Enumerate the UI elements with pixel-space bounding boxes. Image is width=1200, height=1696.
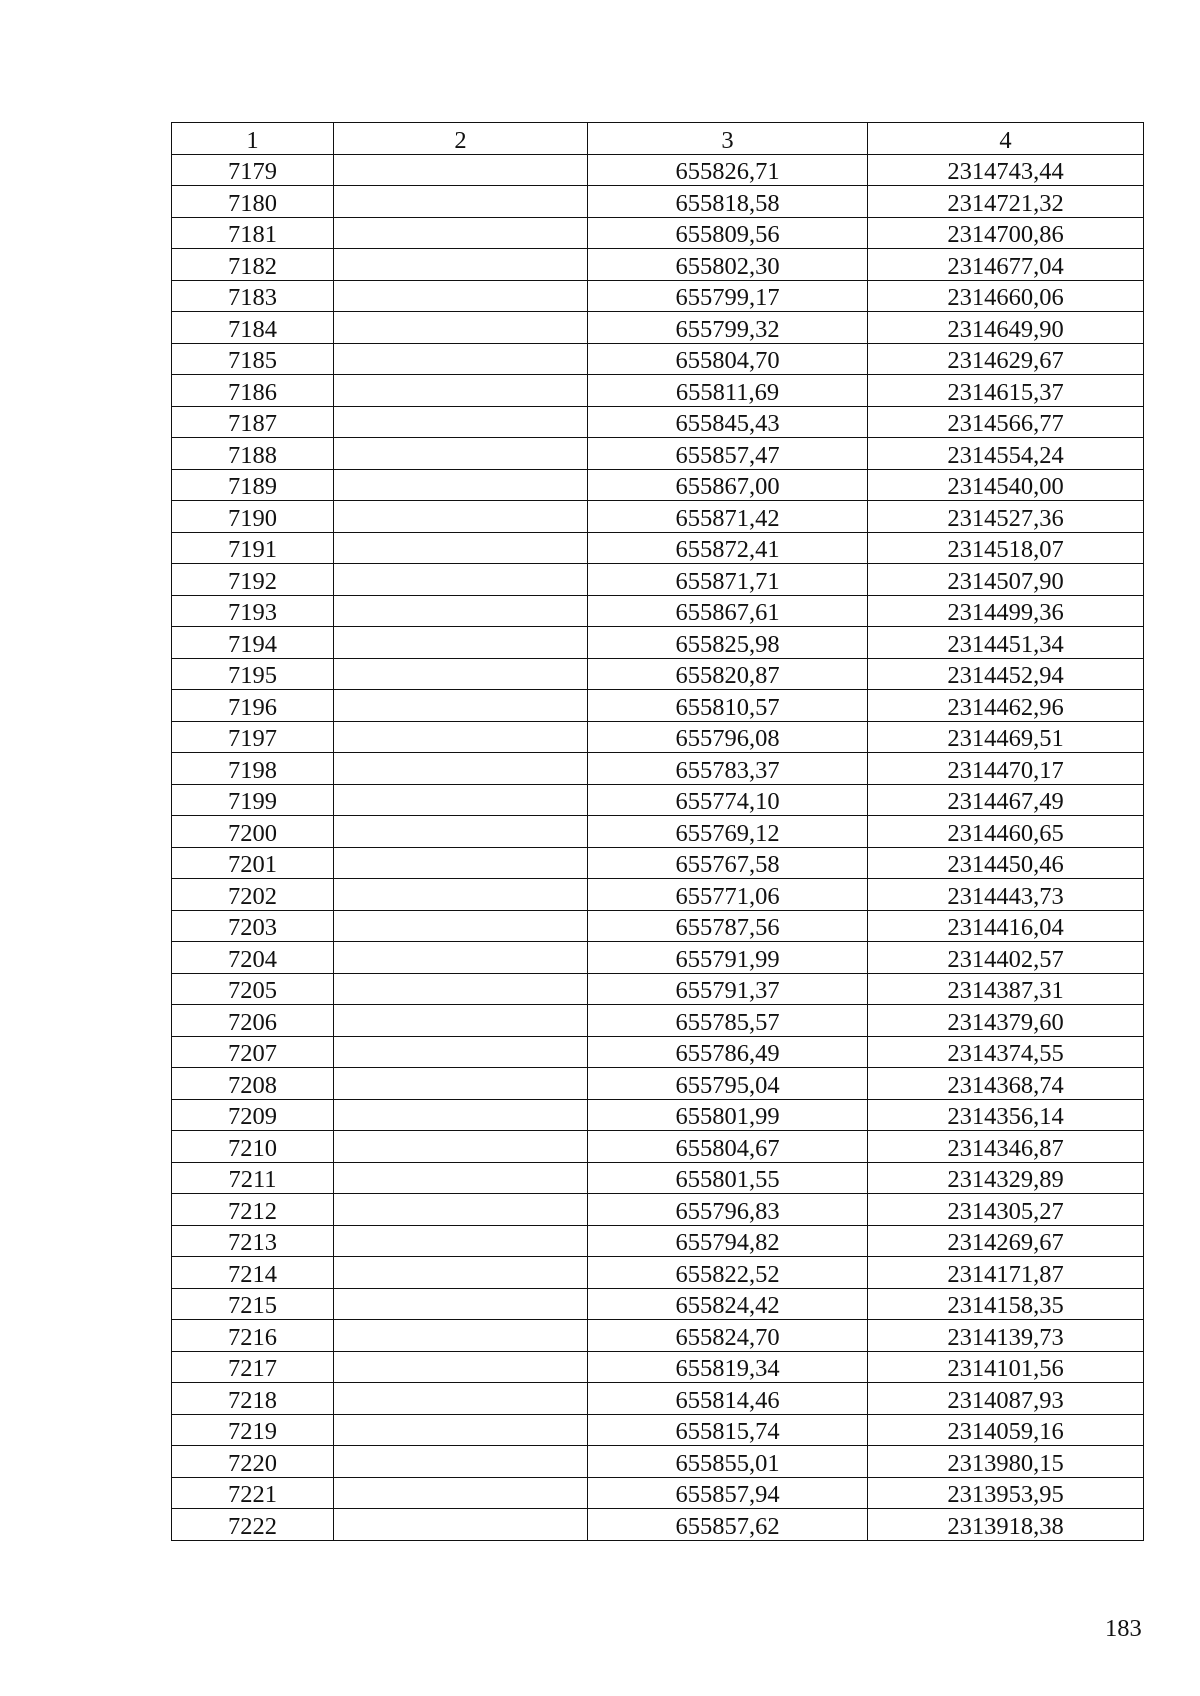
point-number-cell: 7221 [172,1477,334,1509]
point-number-cell: 7208 [172,1068,334,1100]
table-row [172,973,1144,1005]
point-name-cell [334,690,588,722]
point-number-cell: 7211 [172,1162,334,1194]
point-number-cell: 7204 [172,942,334,974]
y-coordinate-cell: 2314615,37 [868,375,1144,407]
point-name-cell [334,595,588,627]
y-coordinate-cell: 2313918,38 [868,1509,1144,1541]
x-coordinate-cell: 655787,56 [588,910,868,942]
point-name-cell [334,1383,588,1415]
table-row [172,784,1144,816]
column-header-2: 2 [334,123,588,155]
point-name-cell [334,1194,588,1226]
point-name-cell [334,627,588,659]
y-coordinate-cell: 2314139,73 [868,1320,1144,1352]
x-coordinate-cell: 655871,71 [588,564,868,596]
y-coordinate-cell: 2314540,00 [868,469,1144,501]
x-coordinate-cell: 655804,70 [588,343,868,375]
y-coordinate-cell: 2314356,14 [868,1099,1144,1131]
point-number-cell: 7179 [172,154,334,186]
x-coordinate-cell: 655857,47 [588,438,868,470]
y-coordinate-cell: 2313980,15 [868,1446,1144,1478]
point-number-cell: 7219 [172,1414,334,1446]
y-coordinate-cell: 2314374,55 [868,1036,1144,1068]
x-coordinate-cell: 655825,98 [588,627,868,659]
x-coordinate-cell: 655822,52 [588,1257,868,1289]
point-number-cell: 7180 [172,186,334,218]
point-name-cell [334,1099,588,1131]
table-row [172,1509,1144,1541]
point-number-cell: 7209 [172,1099,334,1131]
table-row [172,1414,1144,1446]
table-row [172,375,1144,407]
point-number-cell: 7202 [172,879,334,911]
table-row [172,1194,1144,1226]
x-coordinate-cell: 655814,46 [588,1383,868,1415]
point-name-cell [334,1288,588,1320]
point-name-cell [334,186,588,218]
y-coordinate-cell: 2314059,16 [868,1414,1144,1446]
x-coordinate-cell: 655826,71 [588,154,868,186]
point-name-cell [334,1162,588,1194]
coordinates-table [171,122,1144,1541]
point-number-cell: 7187 [172,406,334,438]
x-coordinate-cell: 655802,30 [588,249,868,281]
x-coordinate-cell: 655872,41 [588,532,868,564]
point-name-cell [334,438,588,470]
point-name-cell [334,249,588,281]
table-row [172,469,1144,501]
point-name-cell [334,532,588,564]
x-coordinate-cell: 655857,62 [588,1509,868,1541]
table-row [172,721,1144,753]
x-coordinate-cell: 655824,70 [588,1320,868,1352]
y-coordinate-cell: 2314629,67 [868,343,1144,375]
x-coordinate-cell: 655845,43 [588,406,868,438]
y-coordinate-cell: 2314402,57 [868,942,1144,974]
point-number-cell: 7205 [172,973,334,1005]
point-number-cell: 7194 [172,627,334,659]
y-coordinate-cell: 2314554,24 [868,438,1144,470]
point-name-cell [334,1477,588,1509]
table-row [172,1225,1144,1257]
y-coordinate-cell: 2314443,73 [868,879,1144,911]
table-row [172,217,1144,249]
y-coordinate-cell: 2314527,36 [868,501,1144,533]
y-coordinate-cell: 2314416,04 [868,910,1144,942]
y-coordinate-cell: 2314158,35 [868,1288,1144,1320]
y-coordinate-cell: 2314087,93 [868,1383,1144,1415]
table-row [172,627,1144,659]
x-coordinate-cell: 655818,58 [588,186,868,218]
point-name-cell [334,910,588,942]
point-number-cell: 7191 [172,532,334,564]
page-number: 183 [1105,1615,1142,1642]
point-name-cell [334,1225,588,1257]
y-coordinate-cell: 2314499,36 [868,595,1144,627]
point-number-cell: 7197 [172,721,334,753]
point-number-cell: 7189 [172,469,334,501]
point-name-cell [334,658,588,690]
point-name-cell [334,469,588,501]
x-coordinate-cell: 655819,34 [588,1351,868,1383]
table-row [172,658,1144,690]
x-coordinate-cell: 655801,55 [588,1162,868,1194]
table-row [172,1257,1144,1289]
table-row [172,1099,1144,1131]
point-name-cell [334,1351,588,1383]
table-row [172,1288,1144,1320]
point-name-cell [334,217,588,249]
table-row [172,564,1144,596]
point-name-cell [334,1131,588,1163]
point-number-cell: 7201 [172,847,334,879]
x-coordinate-cell: 655771,06 [588,879,868,911]
x-coordinate-cell: 655794,82 [588,1225,868,1257]
table-row [172,1068,1144,1100]
point-name-cell [334,847,588,879]
table-row [172,406,1144,438]
point-name-cell [334,1414,588,1446]
point-name-cell [334,1068,588,1100]
table-row [172,249,1144,281]
x-coordinate-cell: 655774,10 [588,784,868,816]
point-number-cell: 7207 [172,1036,334,1068]
point-number-cell: 7217 [172,1351,334,1383]
y-coordinate-cell: 2314460,65 [868,816,1144,848]
point-name-cell [334,375,588,407]
point-number-cell: 7193 [172,595,334,627]
x-coordinate-cell: 655767,58 [588,847,868,879]
y-coordinate-cell: 2314101,56 [868,1351,1144,1383]
point-name-cell [334,721,588,753]
y-coordinate-cell: 2314743,44 [868,154,1144,186]
y-coordinate-cell: 2314469,51 [868,721,1144,753]
y-coordinate-cell: 2314467,49 [868,784,1144,816]
y-coordinate-cell: 2314677,04 [868,249,1144,281]
point-name-cell [334,879,588,911]
table-row [172,690,1144,722]
y-coordinate-cell: 2314387,31 [868,973,1144,1005]
y-coordinate-cell: 2314518,07 [868,532,1144,564]
point-number-cell: 7181 [172,217,334,249]
point-name-cell [334,1036,588,1068]
point-number-cell: 7195 [172,658,334,690]
y-coordinate-cell: 2314700,86 [868,217,1144,249]
table-row [172,1036,1144,1068]
x-coordinate-cell: 655871,42 [588,501,868,533]
x-coordinate-cell: 655785,57 [588,1005,868,1037]
point-number-cell: 7192 [172,564,334,596]
y-coordinate-cell: 2314329,89 [868,1162,1144,1194]
table-row [172,280,1144,312]
table-row [172,501,1144,533]
point-number-cell: 7199 [172,784,334,816]
table-row [172,595,1144,627]
x-coordinate-cell: 655801,99 [588,1099,868,1131]
point-name-cell [334,1509,588,1541]
x-coordinate-cell: 655811,69 [588,375,868,407]
y-coordinate-cell: 2313953,95 [868,1477,1144,1509]
point-number-cell: 7220 [172,1446,334,1478]
point-name-cell [334,1320,588,1352]
point-number-cell: 7196 [172,690,334,722]
point-name-cell [334,154,588,186]
table-row [172,847,1144,879]
x-coordinate-cell: 655796,83 [588,1194,868,1226]
point-number-cell: 7188 [172,438,334,470]
point-number-cell: 7190 [172,501,334,533]
point-name-cell [334,280,588,312]
point-name-cell [334,312,588,344]
column-header-3: 3 [588,123,868,155]
point-number-cell: 7183 [172,280,334,312]
table-row [172,1446,1144,1478]
point-number-cell: 7218 [172,1383,334,1415]
table-row [172,1005,1144,1037]
table-row [172,1383,1144,1415]
y-coordinate-cell: 2314649,90 [868,312,1144,344]
point-number-cell: 7210 [172,1131,334,1163]
y-coordinate-cell: 2314269,67 [868,1225,1144,1257]
point-number-cell: 7198 [172,753,334,785]
point-name-cell [334,753,588,785]
y-coordinate-cell: 2314379,60 [868,1005,1144,1037]
table-row [172,1477,1144,1509]
x-coordinate-cell: 655783,37 [588,753,868,785]
table-row [172,942,1144,974]
point-number-cell: 7186 [172,375,334,407]
y-coordinate-cell: 2314451,34 [868,627,1144,659]
point-number-cell: 7185 [172,343,334,375]
table-row [172,910,1144,942]
table-row [172,438,1144,470]
x-coordinate-cell: 655791,99 [588,942,868,974]
point-name-cell [334,784,588,816]
point-number-cell: 7206 [172,1005,334,1037]
x-coordinate-cell: 655799,17 [588,280,868,312]
x-coordinate-cell: 655795,04 [588,1068,868,1100]
x-coordinate-cell: 655855,01 [588,1446,868,1478]
column-header-1: 1 [172,123,334,155]
y-coordinate-cell: 2314721,32 [868,186,1144,218]
column-header-4: 4 [868,123,1144,155]
y-coordinate-cell: 2314305,27 [868,1194,1144,1226]
x-coordinate-cell: 655786,49 [588,1036,868,1068]
y-coordinate-cell: 2314368,74 [868,1068,1144,1100]
table-row [172,1351,1144,1383]
x-coordinate-cell: 655867,61 [588,595,868,627]
point-number-cell: 7222 [172,1509,334,1541]
table-row [172,154,1144,186]
table-row [172,1320,1144,1352]
point-number-cell: 7182 [172,249,334,281]
x-coordinate-cell: 655810,57 [588,690,868,722]
point-name-cell [334,564,588,596]
table-row [172,816,1144,848]
point-name-cell [334,1005,588,1037]
table-row [172,879,1144,911]
x-coordinate-cell: 655796,08 [588,721,868,753]
point-name-cell [334,1257,588,1289]
table-row [172,343,1144,375]
x-coordinate-cell: 655791,37 [588,973,868,1005]
point-number-cell: 7212 [172,1194,334,1226]
point-number-cell: 7216 [172,1320,334,1352]
table-row [172,186,1144,218]
y-coordinate-cell: 2314346,87 [868,1131,1144,1163]
x-coordinate-cell: 655824,42 [588,1288,868,1320]
point-number-cell: 7215 [172,1288,334,1320]
table-row [172,1131,1144,1163]
table-row [172,312,1144,344]
point-number-cell: 7200 [172,816,334,848]
point-number-cell: 7203 [172,910,334,942]
x-coordinate-cell: 655815,74 [588,1414,868,1446]
table-header-row [172,123,1144,155]
table-body [172,154,1144,1540]
point-number-cell: 7214 [172,1257,334,1289]
point-name-cell [334,501,588,533]
y-coordinate-cell: 2314450,46 [868,847,1144,879]
table-row [172,753,1144,785]
point-name-cell [334,942,588,974]
x-coordinate-cell: 655769,12 [588,816,868,848]
x-coordinate-cell: 655804,67 [588,1131,868,1163]
point-name-cell [334,816,588,848]
y-coordinate-cell: 2314566,77 [868,406,1144,438]
point-name-cell [334,1446,588,1478]
point-name-cell [334,406,588,438]
point-name-cell [334,973,588,1005]
table-row [172,1162,1144,1194]
point-number-cell: 7184 [172,312,334,344]
x-coordinate-cell: 655809,56 [588,217,868,249]
y-coordinate-cell: 2314507,90 [868,564,1144,596]
x-coordinate-cell: 655820,87 [588,658,868,690]
y-coordinate-cell: 2314660,06 [868,280,1144,312]
x-coordinate-cell: 655799,32 [588,312,868,344]
y-coordinate-cell: 2314470,17 [868,753,1144,785]
y-coordinate-cell: 2314462,96 [868,690,1144,722]
y-coordinate-cell: 2314452,94 [868,658,1144,690]
x-coordinate-cell: 655857,94 [588,1477,868,1509]
y-coordinate-cell: 2314171,87 [868,1257,1144,1289]
table-row [172,532,1144,564]
point-name-cell [334,343,588,375]
x-coordinate-cell: 655867,00 [588,469,868,501]
point-number-cell: 7213 [172,1225,334,1257]
